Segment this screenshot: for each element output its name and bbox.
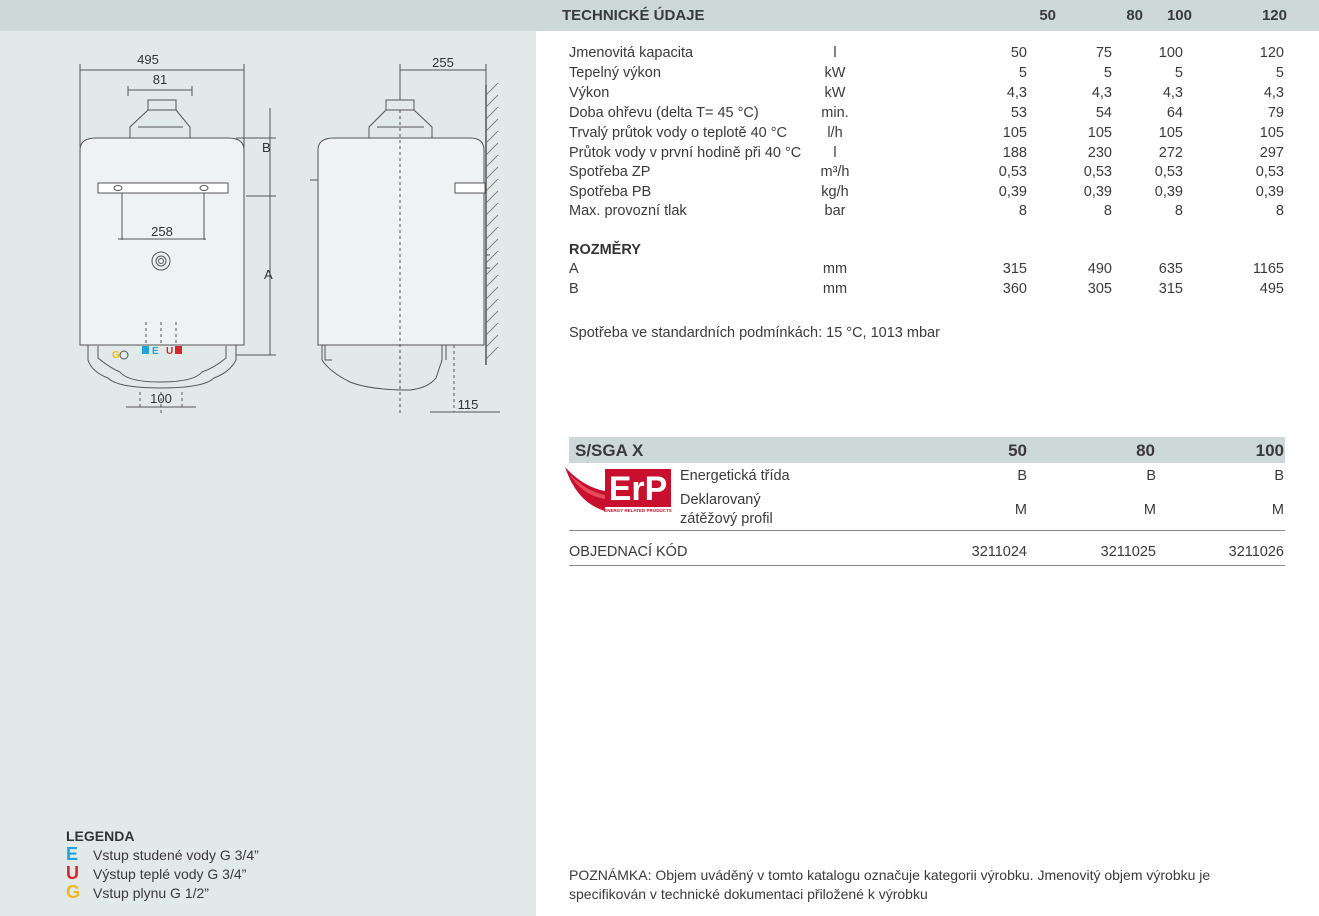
row-value: 5 [1018,65,1027,81]
tech-row [569,105,1289,125]
row-value: 100 [1158,45,1183,61]
legend-text: Vstup studené vody G 3/4” [93,846,259,863]
row-value: 5 [1103,65,1112,81]
row-unit: l [833,45,837,61]
model-col-120: 120 [1261,7,1287,24]
dim-258: 258 [151,224,173,239]
row-unit: kg/h [821,184,849,200]
row-value: 360 [1002,281,1027,297]
row-value: 188 [1002,145,1027,161]
row-value: 0,39 [1083,184,1112,200]
row-value: 0,39 [1154,184,1183,200]
row-unit: mm [822,281,848,297]
sga-header [569,437,1285,463]
footnote: POZNÁMKA: Objem uváděný v tomto katalogu označuje kategorii výrobku. Jmenovitý objem výrobku je specifikován v technické dokumentaci přiložené k výrobku [569,867,1211,902]
tech-data-title: TECHNICKÉ ÚDAJE [562,7,705,24]
row-value: 230 [1087,145,1112,161]
row-value: 105 [1158,125,1183,141]
row-value: 8 [1018,203,1027,219]
row-value: 4,3 [1006,85,1027,101]
standard-conditions-note: Spotřeba ve standardních podmínkách: 15 °C, 1013 mbar [569,325,940,341]
tech-row [569,65,1289,85]
legend-letter: E [66,844,79,864]
load-profile-value: M [1014,502,1027,518]
load-profile-label: zátěžový profil [680,511,773,527]
row-value: 8 [1174,203,1183,219]
table-divider [569,530,1285,531]
row-value: 1165 [1252,261,1284,277]
sga-model-50: 50 [1008,441,1027,460]
order-code: 3211026 [1228,544,1284,560]
row-value: 0,53 [1154,164,1183,180]
legend-title: LEGENDA [66,828,135,844]
row-value: 105 [1002,125,1027,141]
row-value: 0,39 [998,184,1027,200]
row-value: 490 [1087,261,1112,277]
row-value: 5 [1275,65,1284,81]
row-value: 0,39 [1255,184,1284,200]
row-value: 53 [1010,105,1027,121]
dim-100: 100 [150,391,172,406]
row-value: 75 [1095,45,1112,61]
row-unit: l/h [827,125,843,141]
row-value: 64 [1166,105,1183,121]
sga-model-80: 80 [1136,441,1155,460]
row-unit: min. [821,105,849,121]
legend-letter: U [66,863,79,883]
legend-text: Výstup teplé vody G 3/4” [93,865,247,882]
row-unit: l [833,145,837,161]
row-value: 297 [1259,145,1284,161]
row-value: 120 [1259,45,1284,61]
row-unit: kW [824,65,846,81]
row-value: 105 [1259,125,1284,141]
row-label: Spotřeba ZP [569,164,651,180]
dim-255: 255 [432,55,454,70]
row-value: 54 [1095,105,1112,121]
row-value: 315 [1158,281,1183,297]
energy-class-value: B [1274,468,1284,484]
row-value: 4,3 [1162,85,1183,101]
row-label: Spotřeba PB [569,184,652,200]
table-divider [569,565,1285,566]
legend-item [66,864,259,883]
energy-class-value: B [1146,468,1156,484]
order-code: 3211025 [1100,544,1156,560]
energy-class-label: Energetická třída [680,468,790,484]
row-label: Trvalý průtok vody o teplotě 40 °C [569,125,788,141]
dim-495: 495 [137,52,159,67]
row-value: 79 [1267,105,1284,121]
dim-a-label: A [264,267,273,282]
hot-mark: U [166,346,174,357]
dimension-row [569,281,1289,301]
sga-model-100: 100 [1255,441,1284,460]
row-value: 0,53 [1083,164,1112,180]
erp-logo [563,465,675,513]
legend-text: Vstup plynu G 1/2” [93,884,209,901]
row-unit: kW [824,85,846,101]
cold-water-marker [142,346,149,354]
row-value: 305 [1087,281,1112,297]
legend-item [66,883,259,902]
cold-mark: E [152,346,159,357]
row-label: Doba ohřevu (delta T= 45 °C) [569,105,759,121]
erp-logo-text: ErP [608,470,668,508]
model-col-80: 80 [1126,7,1143,24]
row-unit: bar [824,203,846,219]
row-label: Průtok vody v první hodině při 40 °C [569,145,802,161]
row-value: 272 [1158,145,1183,161]
load-profile-value: M [1143,502,1156,518]
dim-115: 115 [457,397,479,412]
tech-data-header [536,0,1319,31]
dimension-row [569,261,1289,281]
erp-logo-subtext: ENERGY RELATED PRODUCTS [604,508,672,513]
dim-b-label: B [262,140,271,155]
row-label: A [569,261,579,277]
legend-item [66,845,259,864]
drawing-panel [0,0,536,916]
tech-row [569,145,1289,165]
legend-letter: G [66,882,81,902]
panel-header-strip [0,0,536,31]
row-value: 495 [1259,281,1284,297]
row-label: Výkon [569,85,610,101]
row-value: 5 [1174,65,1183,81]
tech-row [569,85,1289,105]
legend [66,828,259,902]
row-label: Max. provozní tlak [569,203,687,219]
row-value: 635 [1158,261,1183,277]
tech-row [569,164,1289,184]
technical-drawing [0,40,536,430]
order-code-label: OBJEDNACÍ KÓD [569,544,688,560]
dim-81: 81 [152,72,168,87]
row-value: 8 [1275,203,1284,219]
row-value: 315 [1002,261,1027,277]
row-value: 4,3 [1263,85,1284,101]
row-value: 4,3 [1091,85,1112,101]
energy-class-value: B [1017,468,1027,484]
gas-mark: G [112,350,120,361]
row-label: Tepelný výkon [569,65,661,81]
tech-row [569,203,1289,223]
load-profile-value: M [1271,502,1284,518]
tech-row [569,125,1289,145]
row-value: 105 [1087,125,1112,141]
tech-row [569,45,1289,65]
row-value: 8 [1103,203,1112,219]
model-col-100: 100 [1166,7,1192,24]
row-value: 0,53 [998,164,1027,180]
dimensions-title: ROZMĚRY [569,242,641,258]
model-col-50: 50 [1039,7,1056,24]
row-label: B [569,281,579,297]
row-unit: mm [822,261,848,277]
sga-title: S/SGA X [575,441,644,460]
load-profile-label: Deklarovaný [680,492,761,508]
row-value: 50 [1010,45,1027,61]
row-label: Jmenovitá kapacita [569,45,694,61]
tech-row [569,184,1289,204]
row-value: 0,53 [1255,164,1284,180]
row-unit: m³/h [820,164,850,180]
order-code: 3211024 [971,544,1027,560]
hot-water-marker [175,346,182,354]
